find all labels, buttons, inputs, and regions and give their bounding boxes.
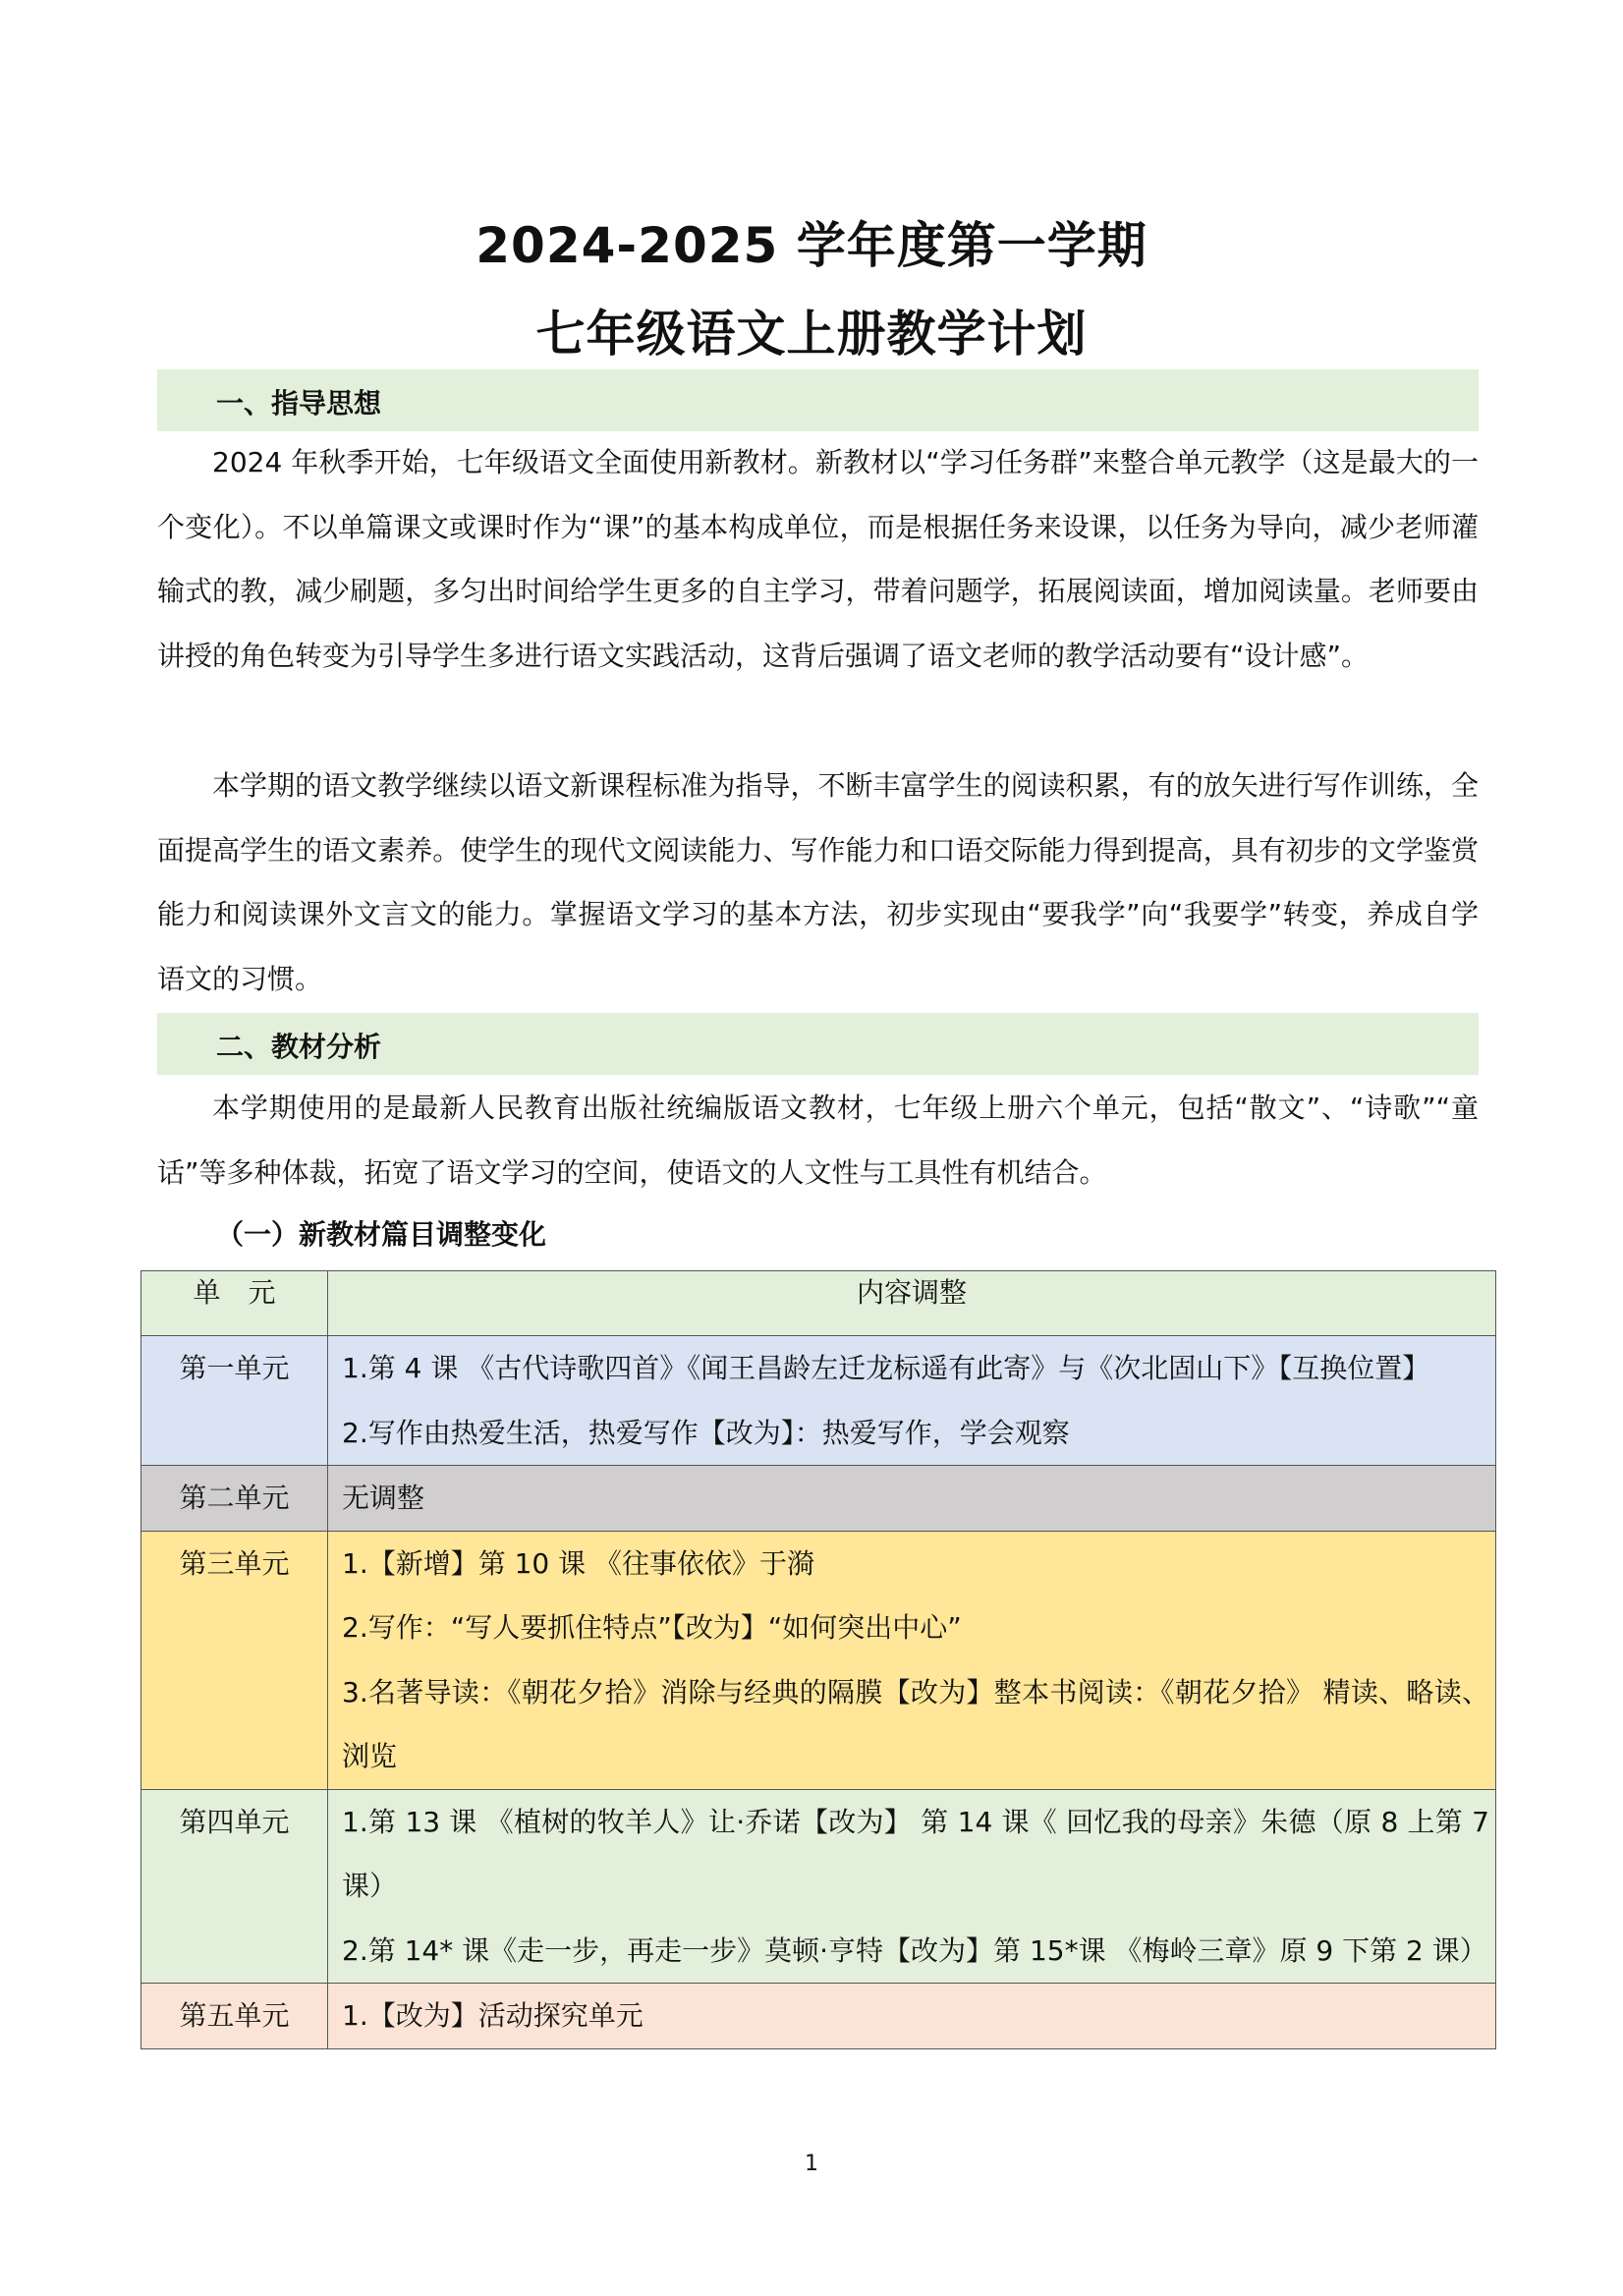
content-line: 2.写作由热爱生活，热爱写作【改为】：热爱写作，学会观察 bbox=[342, 1416, 1070, 1449]
section-heading-textbook-analysis: 二、教材分析 bbox=[216, 1031, 382, 1063]
table-body bbox=[141, 1336, 1496, 2049]
section-heading-band-2 bbox=[157, 1013, 1479, 1075]
header-unit: 单 元 bbox=[141, 1271, 328, 1336]
content-cell bbox=[328, 1789, 1496, 1984]
unit-cell: 第三单元 bbox=[141, 1531, 328, 1789]
content-line: 2.写作：“写人要抓住特点”【改为】“如何突出中心” bbox=[342, 1611, 962, 1644]
content-line: 1.第 4 课 《古代诗歌四首》《闻王昌龄左迁龙标遥有此寄》与《次北固山下》【互换位置】 bbox=[342, 1352, 1430, 1384]
unit-cell: 第二单元 bbox=[141, 1466, 328, 1532]
content-line: 1.第 13 课 《植树的牧羊人》让·乔诺【改为】 第 14 课《 回忆我的母亲》朱德（原 8 上第 7 课） bbox=[342, 1805, 1489, 1902]
content-line: 2.第 14* 课《走一步，再走一步》莫顿·亨特【改为】第 15*课 《梅岭三章》原 9 下第 2 课） bbox=[342, 1933, 1487, 1967]
unit-cell: 第一单元 bbox=[141, 1336, 328, 1466]
content-cell bbox=[328, 1984, 1496, 2049]
paragraph-guiding-2: 本学期的语文教学继续以语文新课程标准为指导，不断丰富学生的阅读积累，有的放矢进行写作训练，全面提高学生的语文素养。使学生的现代文阅读能力、写作能力和口语交际能力得到提高，具有初步的文学鉴赏能力和阅读课外文言文的能力。掌握语文学习的基本方法，初步实现由“要我学”向“我要学”转变，养成自学语文的习惯。 bbox=[157, 769, 1479, 995]
table-row bbox=[141, 1984, 1496, 2049]
table-row bbox=[141, 1466, 1496, 1532]
table-row bbox=[141, 1789, 1496, 1984]
table-row bbox=[141, 1336, 1496, 1466]
content-line: 1.【新增】第 10 课 《往事依依》于漪 bbox=[342, 1546, 815, 1580]
section-heading-guiding-thought: 一、指导思想 bbox=[216, 387, 382, 420]
content-cell bbox=[328, 1466, 1496, 1532]
paragraph-textbook-analysis: 本学期使用的是最新人民教育出版社统编版语文教材，七年级上册六个单元，包括“散文”、“诗歌”“童话”等多种体裁，拓宽了语文学习的空间，使语文的人文性与工具性有机结合。 bbox=[157, 1092, 1479, 1189]
content-cell bbox=[328, 1531, 1496, 1789]
unit-cell: 第四单元 bbox=[141, 1789, 328, 1984]
table-header-row bbox=[141, 1271, 1496, 1336]
document-title-line2: 七年级语文上册教学计划 bbox=[535, 306, 1088, 363]
page-number: 1 bbox=[805, 2152, 818, 2176]
subheading-adjustments: （一）新教材篇目调整变化 bbox=[216, 1218, 547, 1251]
document-title-line1: 2024-2025 学年度第一学期 bbox=[476, 217, 1147, 274]
content-line: 3.名著导读：《朝花夕拾》消除与经典的隔膜【改为】整本书阅读：《朝花夕拾》 精读、略读、浏览 bbox=[342, 1675, 1489, 1772]
content-line: 1.【改为】活动探究单元 bbox=[342, 1999, 644, 2032]
content-line: 无调整 bbox=[342, 1482, 425, 1514]
content-cell bbox=[328, 1336, 1496, 1466]
adjustment-table bbox=[140, 1270, 1496, 2049]
header-content: 内容调整 bbox=[328, 1271, 1496, 1336]
paragraph-guiding-1: 2024 年秋季开始，七年级语文全面使用新教材。新教材以“学习任务群”来整合单元教学（这是最大的一个变化）。不以单篇课文或课时作为“课”的基本构成单位，而是根据任务来设课，以任务为导向，减少老师灌输式的教，减少刷题，多匀出时间给学生更多的自主学习，带着问题学，拓展阅读面，增加阅读量。老师要由讲授的角色转变为引导学生多进行语文实践活动，这背后强调了语文老师的教学活动要有“设计感”。 bbox=[157, 446, 1479, 672]
section-heading-band-1 bbox=[157, 369, 1479, 431]
unit-cell: 第五单元 bbox=[141, 1984, 328, 2049]
table-row bbox=[141, 1531, 1496, 1789]
